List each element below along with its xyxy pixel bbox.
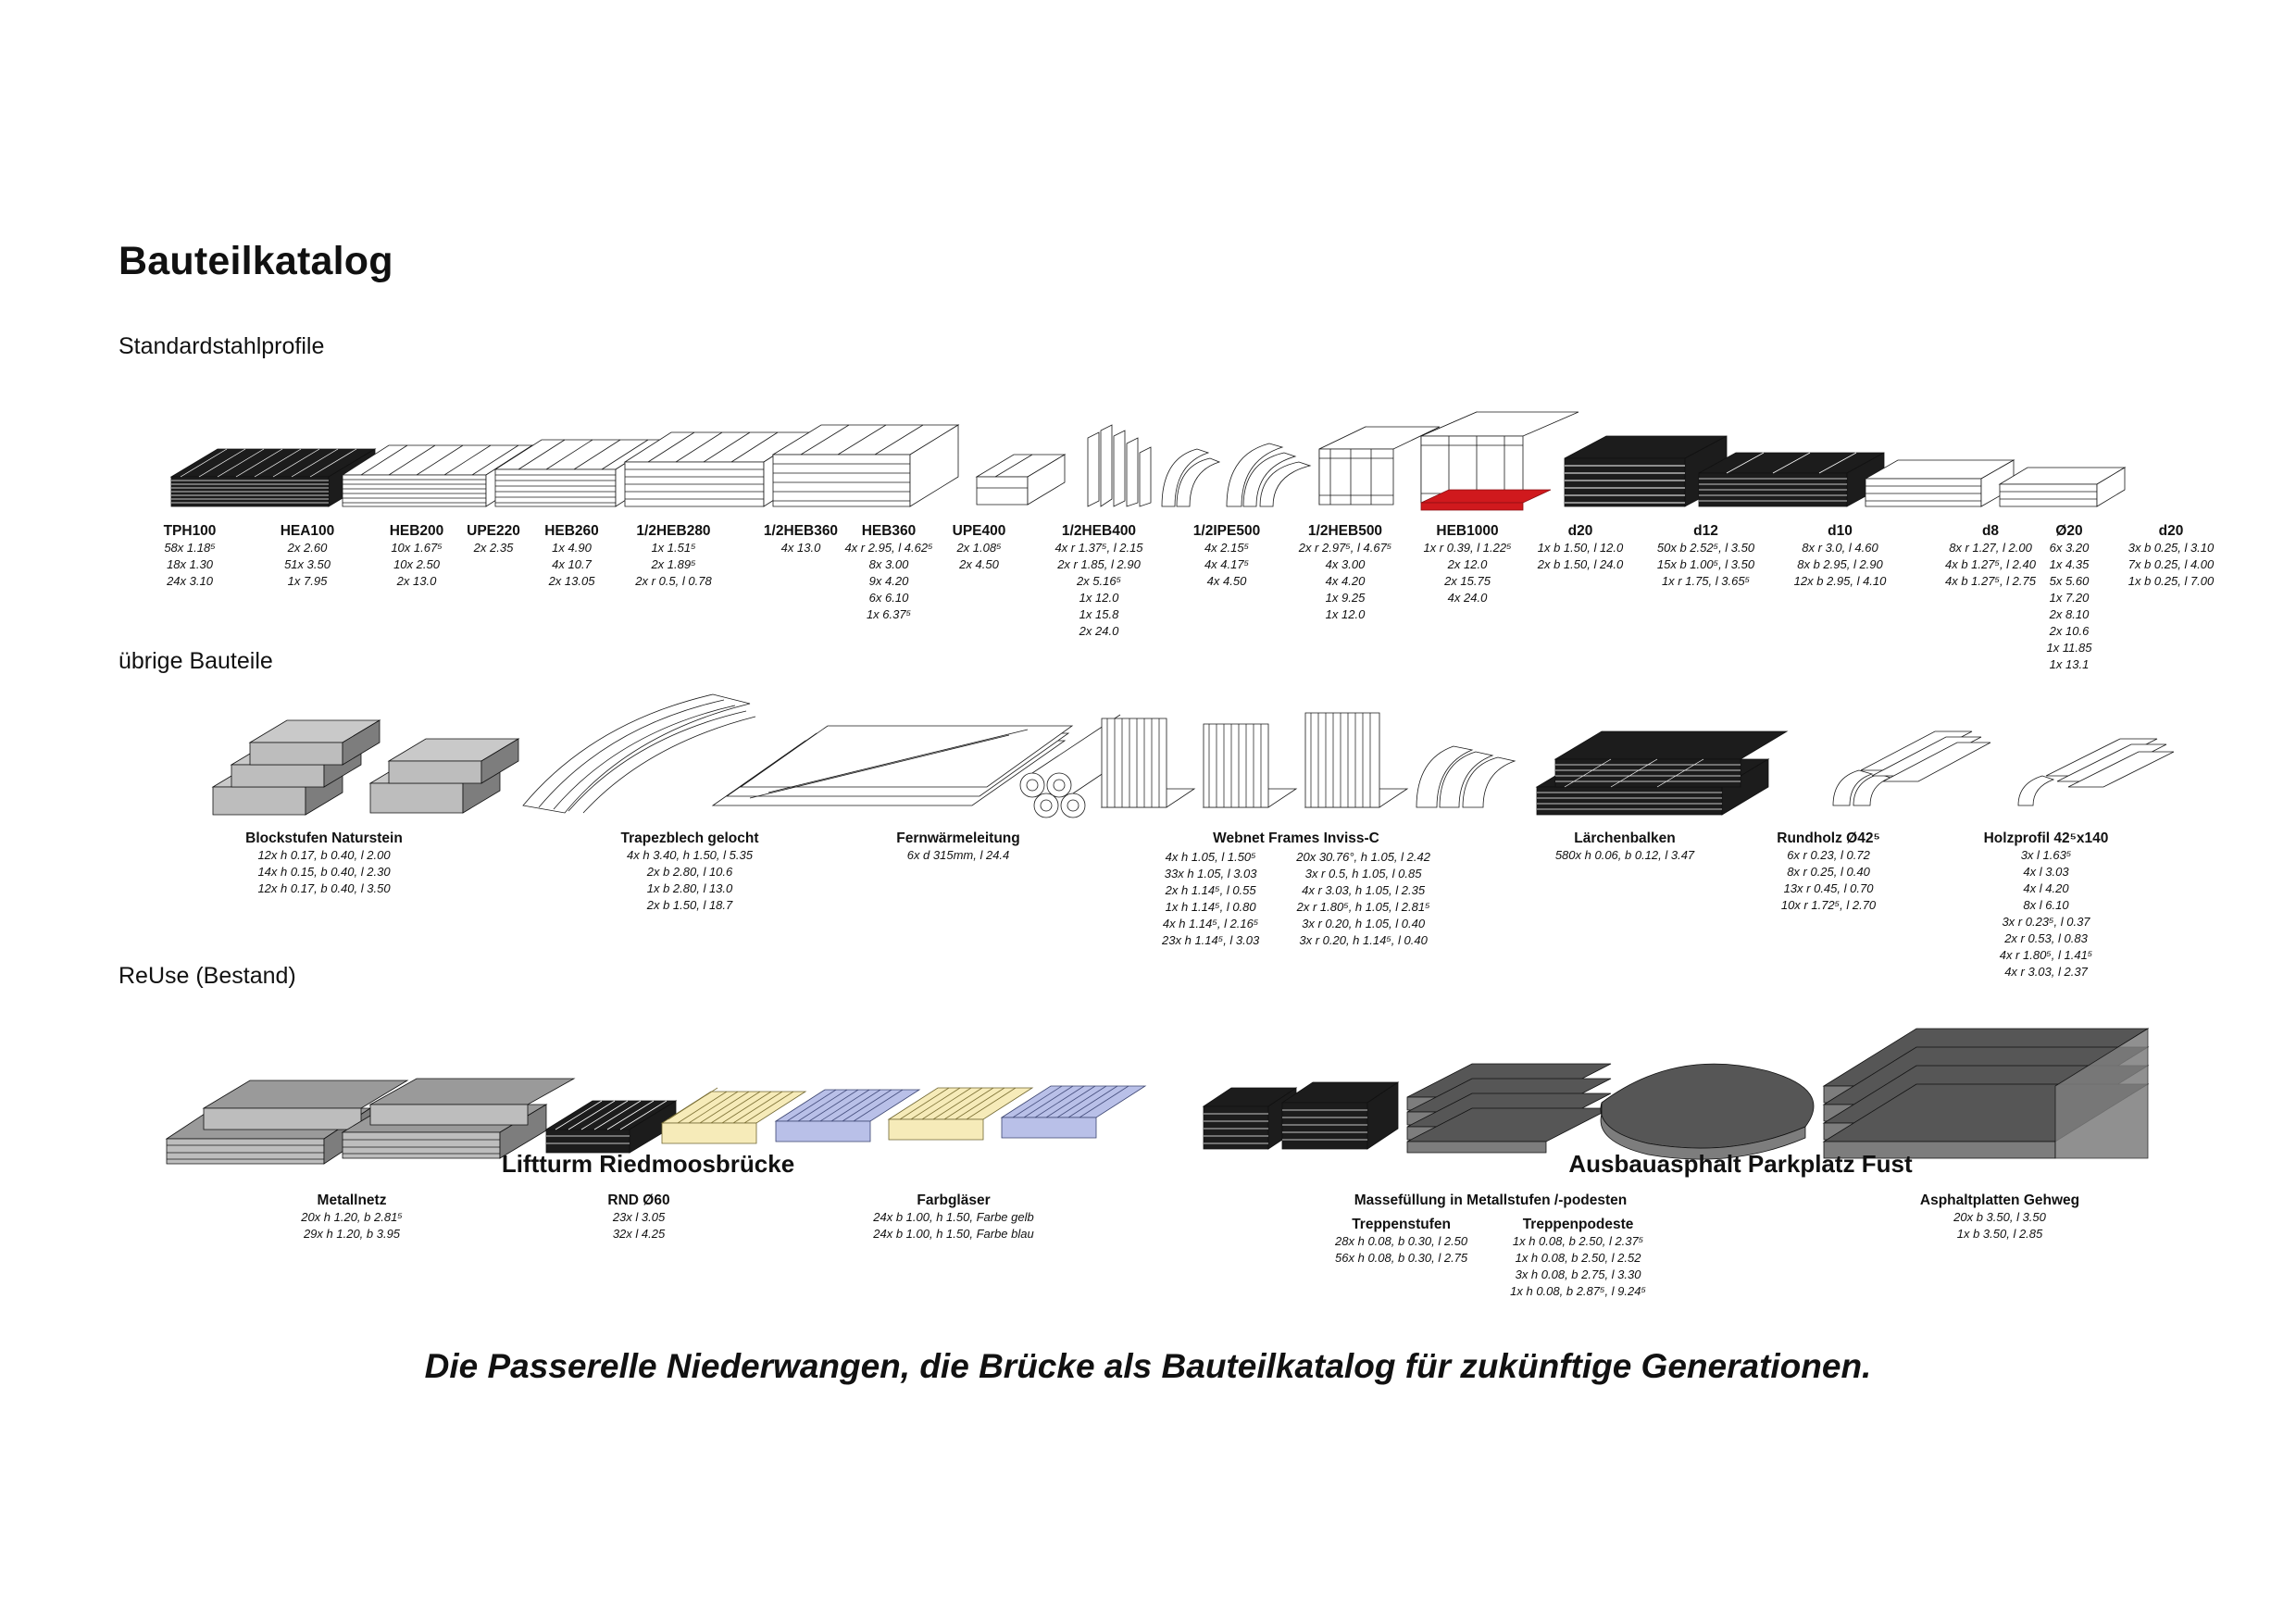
section-label-reuse-bestand: ReUse (Bestand) [119, 963, 296, 989]
part-group-halb-heb360: 1/2HEB360 4x 13.0 [731, 523, 870, 556]
part-group-durchmesser20: Ø20 6x 3.20 1x 4.35 5x 5.60 1x 7.20 2x 8.10 2x 10.6 1x 11.85 1x 13.1 [2028, 523, 2111, 673]
part-specs: 1x 4.90 4x 10.7 2x 13.05 [548, 541, 595, 588]
part-specs: 2x 2.35 [473, 541, 514, 555]
part-specs: 1x b 1.50, l 12.0 2x b 1.50, l 24.0 [1537, 541, 1624, 571]
part-group-farbglaeser: Farbgläser 24x b 1.00, h 1.50, Farbe gelb 24x b 1.00, h 1.50, Farbe blau [815, 1192, 1092, 1242]
part-group-upe220: UPE220 2x 2.35 [443, 523, 544, 556]
part-specs: 20x b 3.50, l 3.50 1x b 3.50, l 2.85 [1953, 1210, 2046, 1241]
poster-caption: Die Passerelle Niederwangen, die Brücke als Bauteilkatalog für zukünftige Generationen. [424, 1347, 1872, 1385]
part-specs: 6x d 315mm, l 24.4 [906, 848, 1010, 862]
part-group-upe400: UPE400 2x 1.08⁵ 2x 4.50 [926, 523, 1032, 573]
part-specs: 10x 1.67⁵ 10x 2.50 2x 13.0 [391, 541, 443, 588]
part-specs: 4x 2.15⁵ 4x 4.17⁵ 4x 4.50 [1204, 541, 1250, 588]
part-group-d20-b: d20 3x b 0.25, l 3.10 7x b 0.25, l 4.00 1x b 0.25, l 7.00 [2102, 523, 2240, 590]
part-group-holzprofil: Holzprofil 42⁵x140 3x l 1.63⁵ 4x l 3.03 4x l 4.20 8x l 6.10 3x r 0.23⁵, l 0.37 2x r 0.53, l 0.83 4x r 1.80⁵, l 1.41⁵ 4x r 3.03, l 2.37 [1930, 830, 2162, 980]
part-specs: 23x l 3.05 32x l 4.25 [612, 1210, 666, 1241]
part-group-heb360: HEB360 4x r 2.95, l 4.62⁵ 8x 3.00 9x 4.20 6x 6.10 1x 6.37⁵ [815, 523, 963, 623]
part-group-hea100: HEA100 2x 2.60 51x 3.50 1x 7.95 [252, 523, 363, 590]
part-specs: 4x r 2.95, l 4.62⁵ 8x 3.00 9x 4.20 6x 6.10 1x 6.37⁵ [844, 541, 933, 621]
section-label-standardstahlprofile: Standardstahlprofile [119, 333, 325, 359]
part-group-trapezblech-gelocht: Trapezblech gelocht 4x h 3.40, h 1.50, l 5.35 2x b 2.80, l 10.6 1x b 2.80, l 13.0 2x b 1.50, l 18.7 [555, 830, 824, 914]
part-group-halb-heb400: 1/2HEB400 4x r 1.37⁵, l 2.15 2x r 1.85, l 2.90 2x 5.16⁵ 1x 12.0 1x 15.8 2x 24.0 [1029, 523, 1168, 640]
page-title: Bauteilkatalog [119, 239, 393, 283]
part-group-tph100: TPH100 58x 1.18⁵ 18x 1.30 24x 3.10 [130, 523, 250, 590]
artwork-standard-profiles [162, 421, 2134, 528]
stairs-column-treppenpodeste: Treppenpodeste 1x h 0.08, b 2.50, l 2.37⁵ 1x h 0.08, b 2.50, l 2.52 3x h 0.08, b 2.75, l 3.30 1x h 0.08, b 2.87⁵, l 9.24⁵ [1510, 1217, 1646, 1298]
part-group-d8: d8 8x r 1.27, l 2.00 4x b 1.27⁵, l 2.40 4x b 1.27⁵, l 2.75 [1921, 523, 2060, 590]
reuse-title-liftturm: Liftturm Riedmoosbrücke [501, 1150, 795, 1178]
part-specs: 12x h 0.17, b 0.40, l 2.00 14x h 0.15, b 0.40, l 2.30 12x h 0.17, b 0.40, l 3.50 [257, 848, 391, 895]
part-specs: 4x 13.0 [780, 541, 821, 555]
part-group-heb1000: HEB1000 1x r 0.39, l 1.22⁵ 2x 12.0 2x 15.75 4x 24.0 [1398, 523, 1537, 606]
part-specs: 28x h 0.08, b 0.30, l 2.50 56x h 0.08, b 0.30, l 2.75 [1335, 1234, 1468, 1265]
part-group-halb-heb500: 1/2HEB500 2x r 2.97⁵, l 4.67⁵ 4x 3.00 4x 4.20 1x 9.25 1x 12.0 [1276, 523, 1415, 623]
part-specs-right: 20x 30.76°, h 1.05, l 2.42 3x r 0.5, h 1.05, l 0.85 4x r 3.03, h 1.05, l 2.35 2x r 1.80⁵, h 1.05, l 2.81⁵ 3x r 0.20, h 1.05, l 0.40 3x r 0.20, h 1.14⁵, l 0.40 [1296, 850, 1430, 947]
part-group-blockstufen-naturstein: Blockstufen Naturstein 12x h 0.17, b 0.40, l 2.00 14x h 0.15, b 0.40, l 2.30 12x h 0.17, b 0.40, l 3.50 [190, 830, 458, 897]
part-specs: 2x 1.08⁵ 2x 4.50 [956, 541, 1002, 571]
part-specs: 6x 3.20 1x 4.35 5x 5.60 1x 7.20 2x 8.10 2x 10.6 1x 11.85 1x 13.1 [2046, 541, 2092, 671]
part-group-halb-ipe500: 1/2IPE500 4x 2.15⁵ 4x 4.17⁵ 4x 4.50 [1162, 523, 1292, 590]
part-specs: 8x r 3.0, l 4.60 8x b 2.95, l 2.90 12x b 2.95, l 4.10 [1793, 541, 1887, 588]
part-group-webnet-frames-inviss-c: Webnet Frames Inviss-C 4x h 1.05, l 1.50⁵ 33x h 1.05, l 3.03 2x h 1.14⁵, l 0.55 1x h 1.14⁵, l 0.80 4x h 1.14⁵, l 2.16⁵ 23x h 1.14⁵, l 3.03 20x 30.76°, h 1.05, l 2.42 3x r 0.5, h 1.05, l 0.85 4x r 3.03, h 1.05, l 2.35 2x r 1.80⁵, h 1.05, l 2.81⁵ 3x r 0.20, h 1.05, l 0.40 3x r 0.20, h 1.14⁵, l 0.40 [1162, 830, 1430, 947]
part-group-asphaltplatten-gehweg: Asphaltplatten Gehweg 20x b 3.50, l 3.50 1x b 3.50, l 2.85 [1861, 1192, 2139, 1242]
part-group-rnd60: RND Ø60 23x l 3.05 32x l 4.25 [555, 1192, 722, 1242]
part-specs: 24x b 1.00, h 1.50, Farbe gelb 24x b 1.00, h 1.50, Farbe blau [873, 1210, 1034, 1241]
part-group-fernwaermeleitung: Fernwärmeleitung 6x d 315mm, l 24.4 [829, 830, 1088, 864]
part-specs: 1x r 0.39, l 1.22⁵ 2x 12.0 2x 15.75 4x 24.0 [1423, 541, 1512, 605]
part-specs: 4x r 1.37⁵, l 2.15 2x r 1.85, l 2.90 2x 5.16⁵ 1x 12.0 1x 15.8 2x 24.0 [1054, 541, 1143, 638]
part-group-d20-a: d20 1x b 1.50, l 12.0 2x b 1.50, l 24.0 [1511, 523, 1650, 573]
part-specs: 58x 1.18⁵ 18x 1.30 24x 3.10 [164, 541, 216, 588]
part-group-heb260: HEB260 1x 4.90 4x 10.7 2x 13.05 [518, 523, 625, 590]
part-specs-left: 4x h 1.05, l 1.50⁵ 33x h 1.05, l 3.03 2x h 1.14⁵, l 0.55 1x h 1.14⁵, l 0.80 4x h 1.14⁵, l 2.16⁵ 23x h 1.14⁵, l 3.03 [1162, 850, 1260, 947]
part-specs: 20x h 1.20, b 2.81⁵ 29x h 1.20, b 3.95 [301, 1210, 403, 1241]
part-specs: 3x b 0.25, l 3.10 7x b 0.25, l 4.00 1x b 0.25, l 7.00 [2128, 541, 2215, 588]
part-group-rundholz: Rundholz Ø42⁵ 6x r 0.23, l 0.72 8x r 0.25, l 0.40 13x r 0.45, l 0.70 10x r 1.72⁵, l 2.70 [1717, 830, 1940, 914]
part-group-d12: d12 50x b 2.52⁵, l 3.50 15x b 1.00⁵, l 3.50 1x r 1.75, l 3.65⁵ [1629, 523, 1782, 590]
artwork-reuse-parts [157, 968, 2176, 1180]
stairs-column-treppenstufen: Treppenstufen 28x h 0.08, b 0.30, l 2.50 56x h 0.08, b 0.30, l 2.75 [1335, 1217, 1468, 1265]
part-specs: 6x r 0.23, l 0.72 8x r 0.25, l 0.40 13x r 0.45, l 0.70 10x r 1.72⁵, l 2.70 [1780, 848, 1877, 912]
part-group-heb200: HEB200 10x 1.67⁵ 10x 2.50 2x 13.0 [361, 523, 472, 590]
part-specs: 8x r 1.27, l 2.00 4x b 1.27⁵, l 2.40 4x b 1.27⁵, l 2.75 [1945, 541, 2036, 588]
part-specs: 50x b 2.52⁵, l 3.50 15x b 1.00⁵, l 3.50 1x r 1.75, l 3.65⁵ [1656, 541, 1755, 588]
part-specs: 1x 1.51⁵ 2x 1.89⁵ 2x r 0.5, l 0.78 [635, 541, 712, 588]
part-group-halb-heb280: 1/2HEB280 1x 1.51⁵ 2x 1.89⁵ 2x r 0.5, l 0.78 [606, 523, 741, 590]
artwork-other-parts [194, 667, 2139, 829]
part-specs: 2x r 2.97⁵, l 4.67⁵ 4x 3.00 4x 4.20 1x 9.25 1x 12.0 [1298, 541, 1392, 621]
part-specs: 2x 2.60 51x 3.50 1x 7.95 [284, 541, 331, 588]
part-group-massefuellung-metallstufen: Massefüllung in Metallstufen /-podesten Treppenstufen 28x h 0.08, b 0.30, l 2.50 56x h 0.08, b 0.30, l 2.75 Treppenpodeste 1x h 0.08, b 2.50, l 2.37⁵ 1x h 0.08, b 2.50, l 2.52 3x h 0.08, b 2.75, l 3.30 1x h 0.08, b 2.87⁵, l 9.24⁵ [1335, 1192, 1646, 1298]
part-group-laerchenbalken: Lärchenbalken 580x h 0.06, b 0.12, l 3.47 [1477, 830, 1773, 864]
part-group-metallnetz: Metallnetz 20x h 1.20, b 2.81⁵ 29x h 1.20, b 3.95 [259, 1192, 444, 1242]
section-label-uebrige-bauteile: übrige Bauteile [119, 648, 273, 674]
part-specs: 4x h 3.40, h 1.50, l 5.35 2x b 2.80, l 10.6 1x b 2.80, l 13.0 2x b 1.50, l 18.7 [627, 848, 753, 912]
part-group-d10: d10 8x r 3.0, l 4.60 8x b 2.95, l 2.90 12x b 2.95, l 4.10 [1764, 523, 1916, 590]
reuse-title-ausbauasphalt: Ausbauasphalt Parkplatz Fust [1568, 1150, 1913, 1178]
part-specs: 580x h 0.06, b 0.12, l 3.47 [1554, 848, 1695, 862]
part-specs: 1x h 0.08, b 2.50, l 2.37⁵ 1x h 0.08, b 2.50, l 2.52 3x h 0.08, b 2.75, l 3.30 1x h 0.08, b 2.87⁵, l 9.24⁵ [1510, 1234, 1646, 1298]
part-specs: 3x l 1.63⁵ 4x l 3.03 4x l 4.20 8x l 6.10 3x r 0.23⁵, l 0.37 2x r 0.53, l 0.83 4x r 1.80⁵, l 1.41⁵ 4x r 3.03, l 2.37 [1999, 848, 2093, 979]
